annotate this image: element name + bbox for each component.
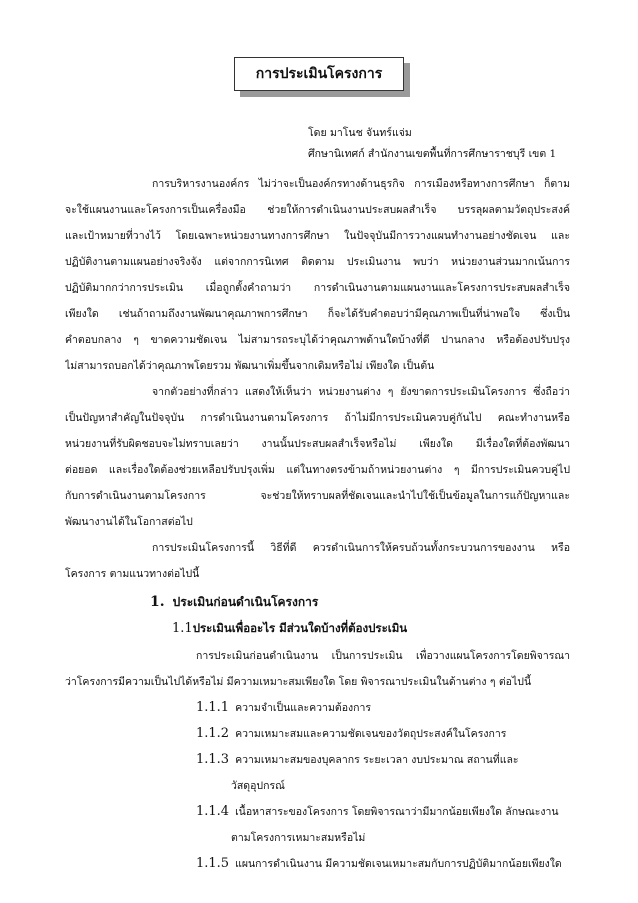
- item-text: ความจำเป็นและความต้องการ: [235, 702, 372, 714]
- list-item: [196, 725, 506, 742]
- list-item-continuation: ตามโครงการเหมาะสมหรือไม่: [231, 832, 366, 844]
- item-number: 1.1.5: [196, 856, 230, 871]
- paragraph-1-line: และเป้าหมายที่วางไว้ โดยเฉพาะหน่วยงานทางการศึกษา ในปัจจุบันมีการวางแผนทำงานอย่างชัดเจน และ: [65, 230, 570, 242]
- paragraph-2-line: กับการดำเนินงานตามโครงการ จะช่วยให้ทราบผลที่ชัดเจนและนำไปใช้เป็นข้อมูลในการแก้ปัญหาและ: [65, 490, 570, 502]
- author-line: โดย มาโนช จันทร์แจ่ม: [308, 127, 412, 139]
- paragraph-1-line: ปฏิบัติงานตามแผนอย่างจริงจัง แต่จากการนิเทศ ติดตาม ประเมินงาน พบว่า หน่วยงานส่วนมากเน้นการ: [65, 256, 570, 268]
- item-text: เนื้อหาสาระของโครงการ โดยพิจารณาว่ามีมากน้อยเพียงใด ลักษณะงาน: [235, 806, 559, 818]
- section-1-1-paragraph-line: ว่าโครงการมีความเป็นไปได้หรือไม่ มีความเหมาะสมเพียงใด โดย พิจารณาประเมินในด้านต่าง ๆ ต่อไปนี้: [65, 676, 532, 688]
- section-title: ประเมินเพื่ออะไร มีส่วนใดบ้างที่ต้องประเมิน: [192, 621, 408, 635]
- paragraph-2-line: หน่วยงานที่รับผิดชอบจะไม่ทราบเลยว่า งานนั้นประสบผลสำเร็จหรือไม่ เพียงใด มีเรื่องใดที่ต้องพัฒนา: [65, 438, 570, 450]
- affiliation-line: ศึกษานิเทศก์ สำนักงานเขตพื้นที่การศึกษาราชบุรี เขต 1: [308, 148, 557, 160]
- item-number: 1.1.1: [196, 700, 230, 715]
- paragraph-1-line: เพียงใด เช่นถ้าถามถึงงานพัฒนาคุณภาพการศึกษา ก็จะได้รับคำตอบว่ามีคุณภาพเป็นที่น่าพอใจ ซึ่งเป็น: [65, 308, 570, 320]
- section-1-heading: [150, 593, 318, 612]
- list-item: [196, 855, 562, 872]
- document-title: การประเมินโครงการ: [234, 57, 404, 91]
- section-number: 1.: [150, 594, 165, 610]
- item-number: 1.1.2: [196, 726, 230, 741]
- paragraph-3-line: การประเมินโครงการนี้ วิธีที่ดี ควรดำเนินการให้ครบถ้วนทั้งกระบวนการของงาน หรือ: [152, 542, 570, 554]
- paragraph-1-line: ปฏิบัติมากกว่าการประเมิน เมื่อถูกตั้งคำถามว่า การดำเนินงานตามแผนงานและโครงการประสบผลสำเร็จ: [65, 282, 570, 294]
- section-title: ประเมินก่อนดำเนินโครงการ: [172, 595, 319, 609]
- paragraph-2-line: ต่อยอด และเรื่องใดต้องช่วยเหลือปรับปรุงเพิ่ม แต่ในทางตรงข้ามถ้าหน่วยงานต่าง ๆ มีการประเมินควบคู่ไป: [65, 464, 570, 476]
- paragraph-2-line: พัฒนางานได้ในโอกาสต่อไป: [65, 516, 193, 528]
- list-item-continuation: วัสดุอุปกรณ์: [231, 780, 285, 792]
- section-number: 1.1: [172, 621, 193, 636]
- paragraph-1-line: จะใช้แผนงานและโครงการเป็นเครื่องมือ ช่วยให้การดำเนินงานประสบผลสำเร็จ บรรลุผลตามวัตถุประสงค์: [65, 204, 570, 216]
- list-item: [196, 699, 371, 716]
- paragraph-2-line: เป็นปัญหาสำคัญในปัจจุบัน การดำเนินงานตามโครงการ ถ้าไม่มีการประเมินควบคู่กันไป คณะทำงานหรือ: [65, 412, 570, 424]
- paragraph-2-line: จากตัวอย่างที่กล่าว แสดงให้เห็นว่า หน่วยงานต่าง ๆ ยังขาดการประเมินโครงการ ซึ่งถือว่า: [152, 386, 570, 398]
- item-text: ความเหมาะสมของบุคลากร ระยะเวลา งบประมาณ สถานที่และ: [235, 754, 519, 766]
- list-item: [196, 751, 519, 768]
- section-1-1-heading: [172, 620, 407, 638]
- item-number: 1.1.3: [196, 752, 230, 767]
- section-1-1-paragraph-line: การประเมินก่อนดำเนินงาน เป็นการประเมิน เพื่อวางแผนโครงการโดยพิจารณา: [196, 650, 570, 662]
- item-text: ความเหมาะสมและความชัดเจนของวัตถุประสงค์ในโครงการ: [235, 728, 507, 740]
- title-box: [234, 57, 410, 97]
- paragraph-1-line: คำตอบกลาง ๆ ขาดความชัดเจน ไม่สามารถระบุได้ว่าคุณภาพด้านใดบ้างที่ดี ปานกลาง หรือต้องปรับปรุง: [65, 334, 570, 346]
- item-text: แผนการดำเนินงาน มีความชัดเจนเหมาะสมกับการปฏิบัติมากน้อยเพียงใด: [235, 858, 562, 870]
- paragraph-1-line: ไม่สามารถบอกได้ว่าคุณภาพโดยรวม พัฒนาเพิ่มขึ้นจากเดิมหรือไม่ เพียงใด เป็นต้น: [65, 360, 435, 372]
- item-number: 1.1.4: [196, 804, 230, 819]
- paragraph-1-line: การบริหารงานองค์กร ไม่ว่าจะเป็นองค์กรทางด้านธุรกิจ การเมืองหรือทางการศึกษา ก็ตาม: [152, 178, 570, 190]
- paragraph-3-line: โครงการ ตามแนวทางต่อไปนี้: [65, 568, 200, 580]
- list-item: [196, 803, 559, 820]
